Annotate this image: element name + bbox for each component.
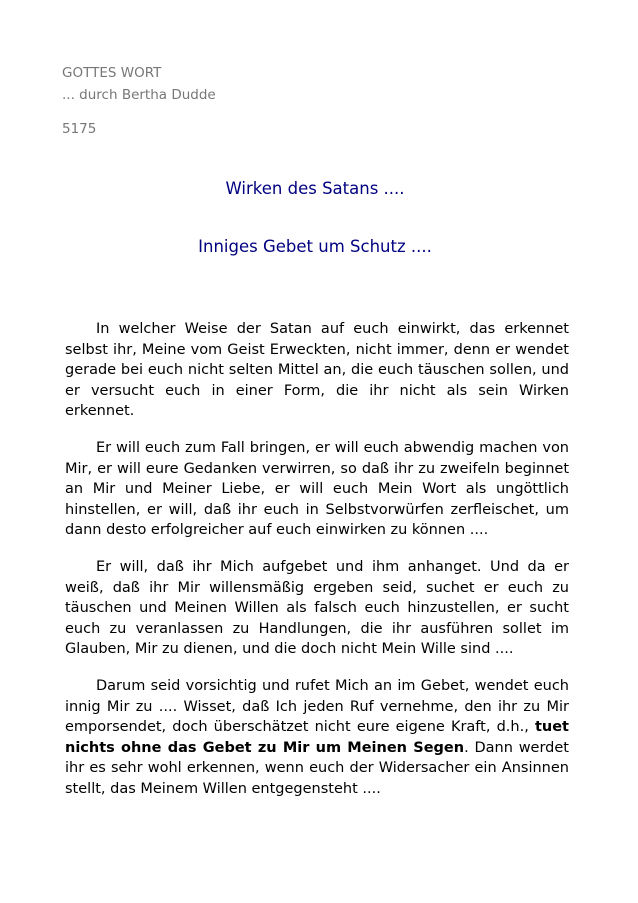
- body-paragraph: Er will euch zum Fall bringen, er will euch abwendig machen von Mir, er will eure Gedanken verwirren, so daß ihr zu zweifeln beginnet an Mir und Meiner Liebe, er will euch Mein Wort als ungöttlich hinstellen, er will, daß ihr euch in Selbstvorwürfen zerfleischet, um dann desto erfolgreicher auf euch einwirken zu können ....: [65, 439, 569, 539]
- paragraph-text-after: . Dann werdet ihr es sehr wohl erkennen, wenn euch der Widersacher ein Ansinnen stellt, das Meinem Willen entgegensteht ....: [65, 739, 569, 797]
- message-body: [65, 319, 569, 799]
- body-paragraph: Er will, daß ihr Mich aufgebet und ihm anhanget. Und da er weiß, daß ihr Mir willensmäßig ergeben seid, suchet er euch zu täuschen und Meinen Willen als falsch euch hinzustellen, er sucht euch zu veranlassen zu Handlungen, die ihr ausführen sollet im Glauben, Mir zu dienen, und die doch nicht Mein Wille sind ....: [65, 558, 569, 658]
- source-label: GOTTES WORT: [62, 65, 162, 81]
- paragraph-text-before: Darum seid vorsichtig und rufet Mich an im Gebet, wendet euch innig Mir zu .... Wisset, daß Ich jeden Ruf vernehme, den ihr zu Mir emporsendet, doch überschätzet nicht eure eigene Kraft, d.h.,: [65, 677, 569, 736]
- author-label: ... durch Bertha Dudde: [62, 87, 216, 103]
- body-paragraph-last: [65, 676, 569, 800]
- page-subtitle: Inniges Gebet um Schutz ....: [198, 237, 432, 256]
- page-title: Wirken des Satans ....: [225, 179, 405, 198]
- message-number: 5175: [62, 121, 97, 137]
- document-header: [62, 62, 216, 106]
- body-paragraph: In welcher Weise der Satan auf euch einwirkt, das erkennet selbst ihr, Meine vom Geist Erweckten, nicht immer, denn er wendet gerade bei euch nicht selten Mittel an, die euch täuschen sollen, und er versucht euch in einer Form, die ihr nicht als sein Wirken erkennet.: [65, 321, 569, 420]
- emphasized-text: tuet nichts ohne das Gebet zu Mir um Meinen Segen: [65, 719, 569, 756]
